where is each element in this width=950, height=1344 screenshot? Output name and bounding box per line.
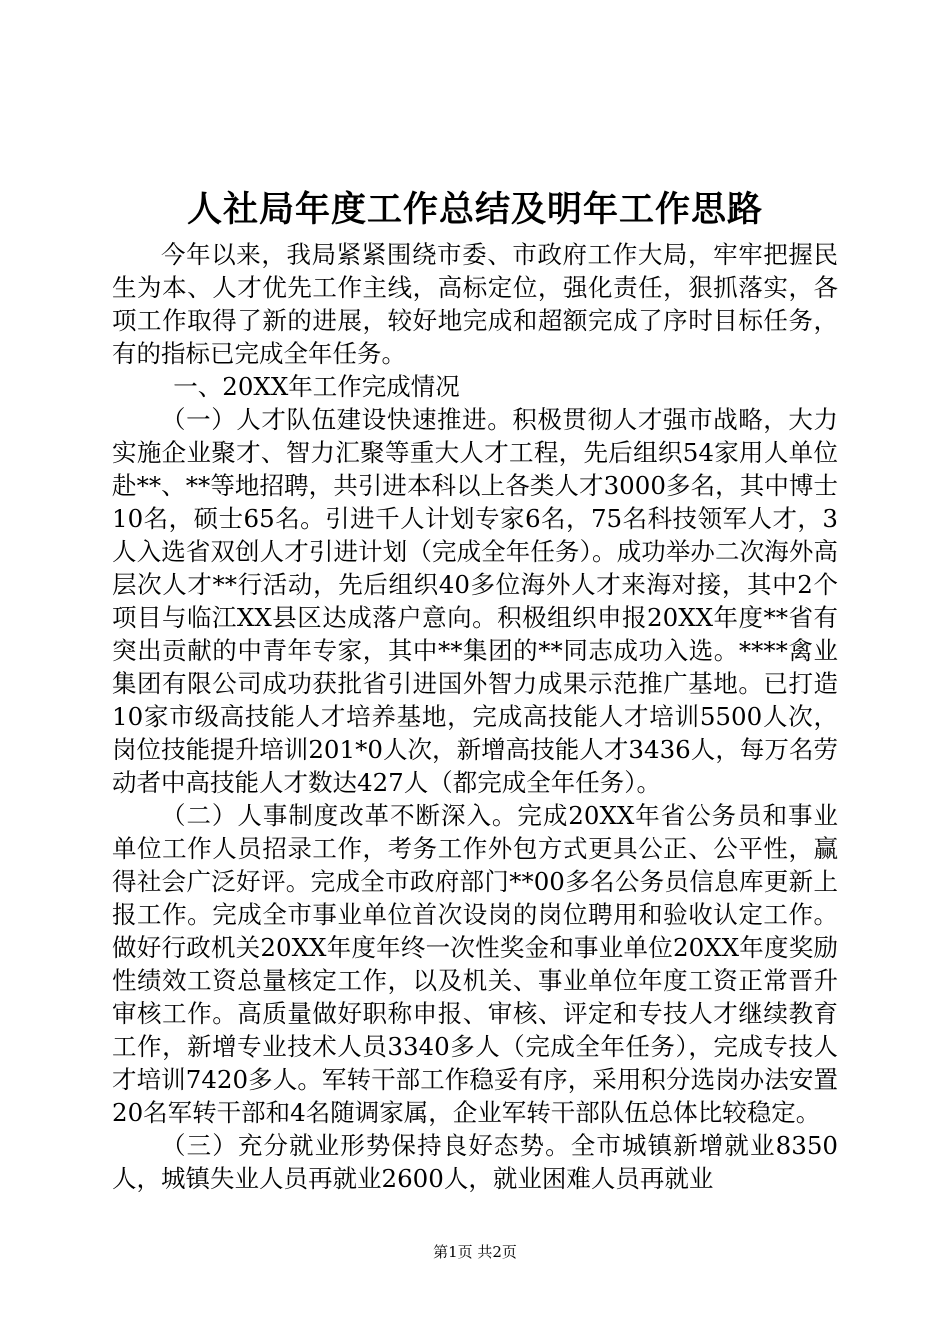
intro-paragraph: 今年以来，我局紧紧围绕市委、市政府工作大局，牢牢把握民生为本、人才优先工作主线，高标定位，强化责任，狠抓落实，各项工作取得了新的进展，较好地完成和超额完成了序时目标任务，有的指标已完成全年任务。 [112, 240, 838, 368]
page-footer: 第1页 共2页 [433, 1243, 517, 1261]
document-title: 人社局年度工作总结及明年工作思路 [186, 189, 763, 230]
document-body [112, 238, 838, 1195]
section-2-paragraph: （二）人事制度改革不断深入。完成20XX年省公务员和事业单位工作人员招录工作，考务工作外包方式更具公正、公平性，赢得社会广泛好评。完成全市政府部门**00多名公务员信息库更新上报工作。完成全市事业单位首次设岗的岗位聘用和验收认定工作。做好行政机关20XX年度年终一次性奖金和事业单位20XX年度奖励性绩效工资总量核定工作，以及机关、事业单位年度工资正常晋升审核工作。高质量做好职称申报、审核、评定和专技人才继续教育工作，新增专业技术人员3340多人（完成全年任务），完成专技人才培训7420多人。军转干部工作稳妥有序，采用积分选岗办法安置20名军转干部和4名随调家属，企业军转干部队伍总体比较稳定。 [112, 801, 838, 1127]
section-1-paragraph: （一）人才队伍建设快速推进。积极贯彻人才强市战略，大力实施企业聚才、智力汇聚等重大人才工程，先后组织54家用人单位赴**、**等地招聘，共引进本科以上各类人才3000多名，其中博士10名，硕士65名。引进千人计划专家6名，75名科技领军人才，3人入选省双创人才引进计划（完成全年任务）。成功举办二次海外高层次人才**行活动，先后组织40多位海外人才来海对接，其中2个项目与临江XX县区达成落户意向。积极组织申报20XX年度**省有突出贡献的中青年专家，其中**集团的**同志成功入选。****禽业集团有限公司成功获批省引进国外智力成果示范推广基地。已打造10家市级高技能人才培养基地，完成高技能人才培训5500人次，岗位技能提升培训201*0人次，新增高技能人才3436人，每万名劳动者中高技能人才数达427人（都完成全年任务）。 [112, 405, 838, 797]
section-3-paragraph: （三）充分就业形势保持良好态势。全市城镇新增就业8350人，城镇失业人员再就业2600人，就业困难人员再就业 [112, 1131, 838, 1193]
section-heading: 一、20XX年工作完成情况 [173, 372, 460, 401]
